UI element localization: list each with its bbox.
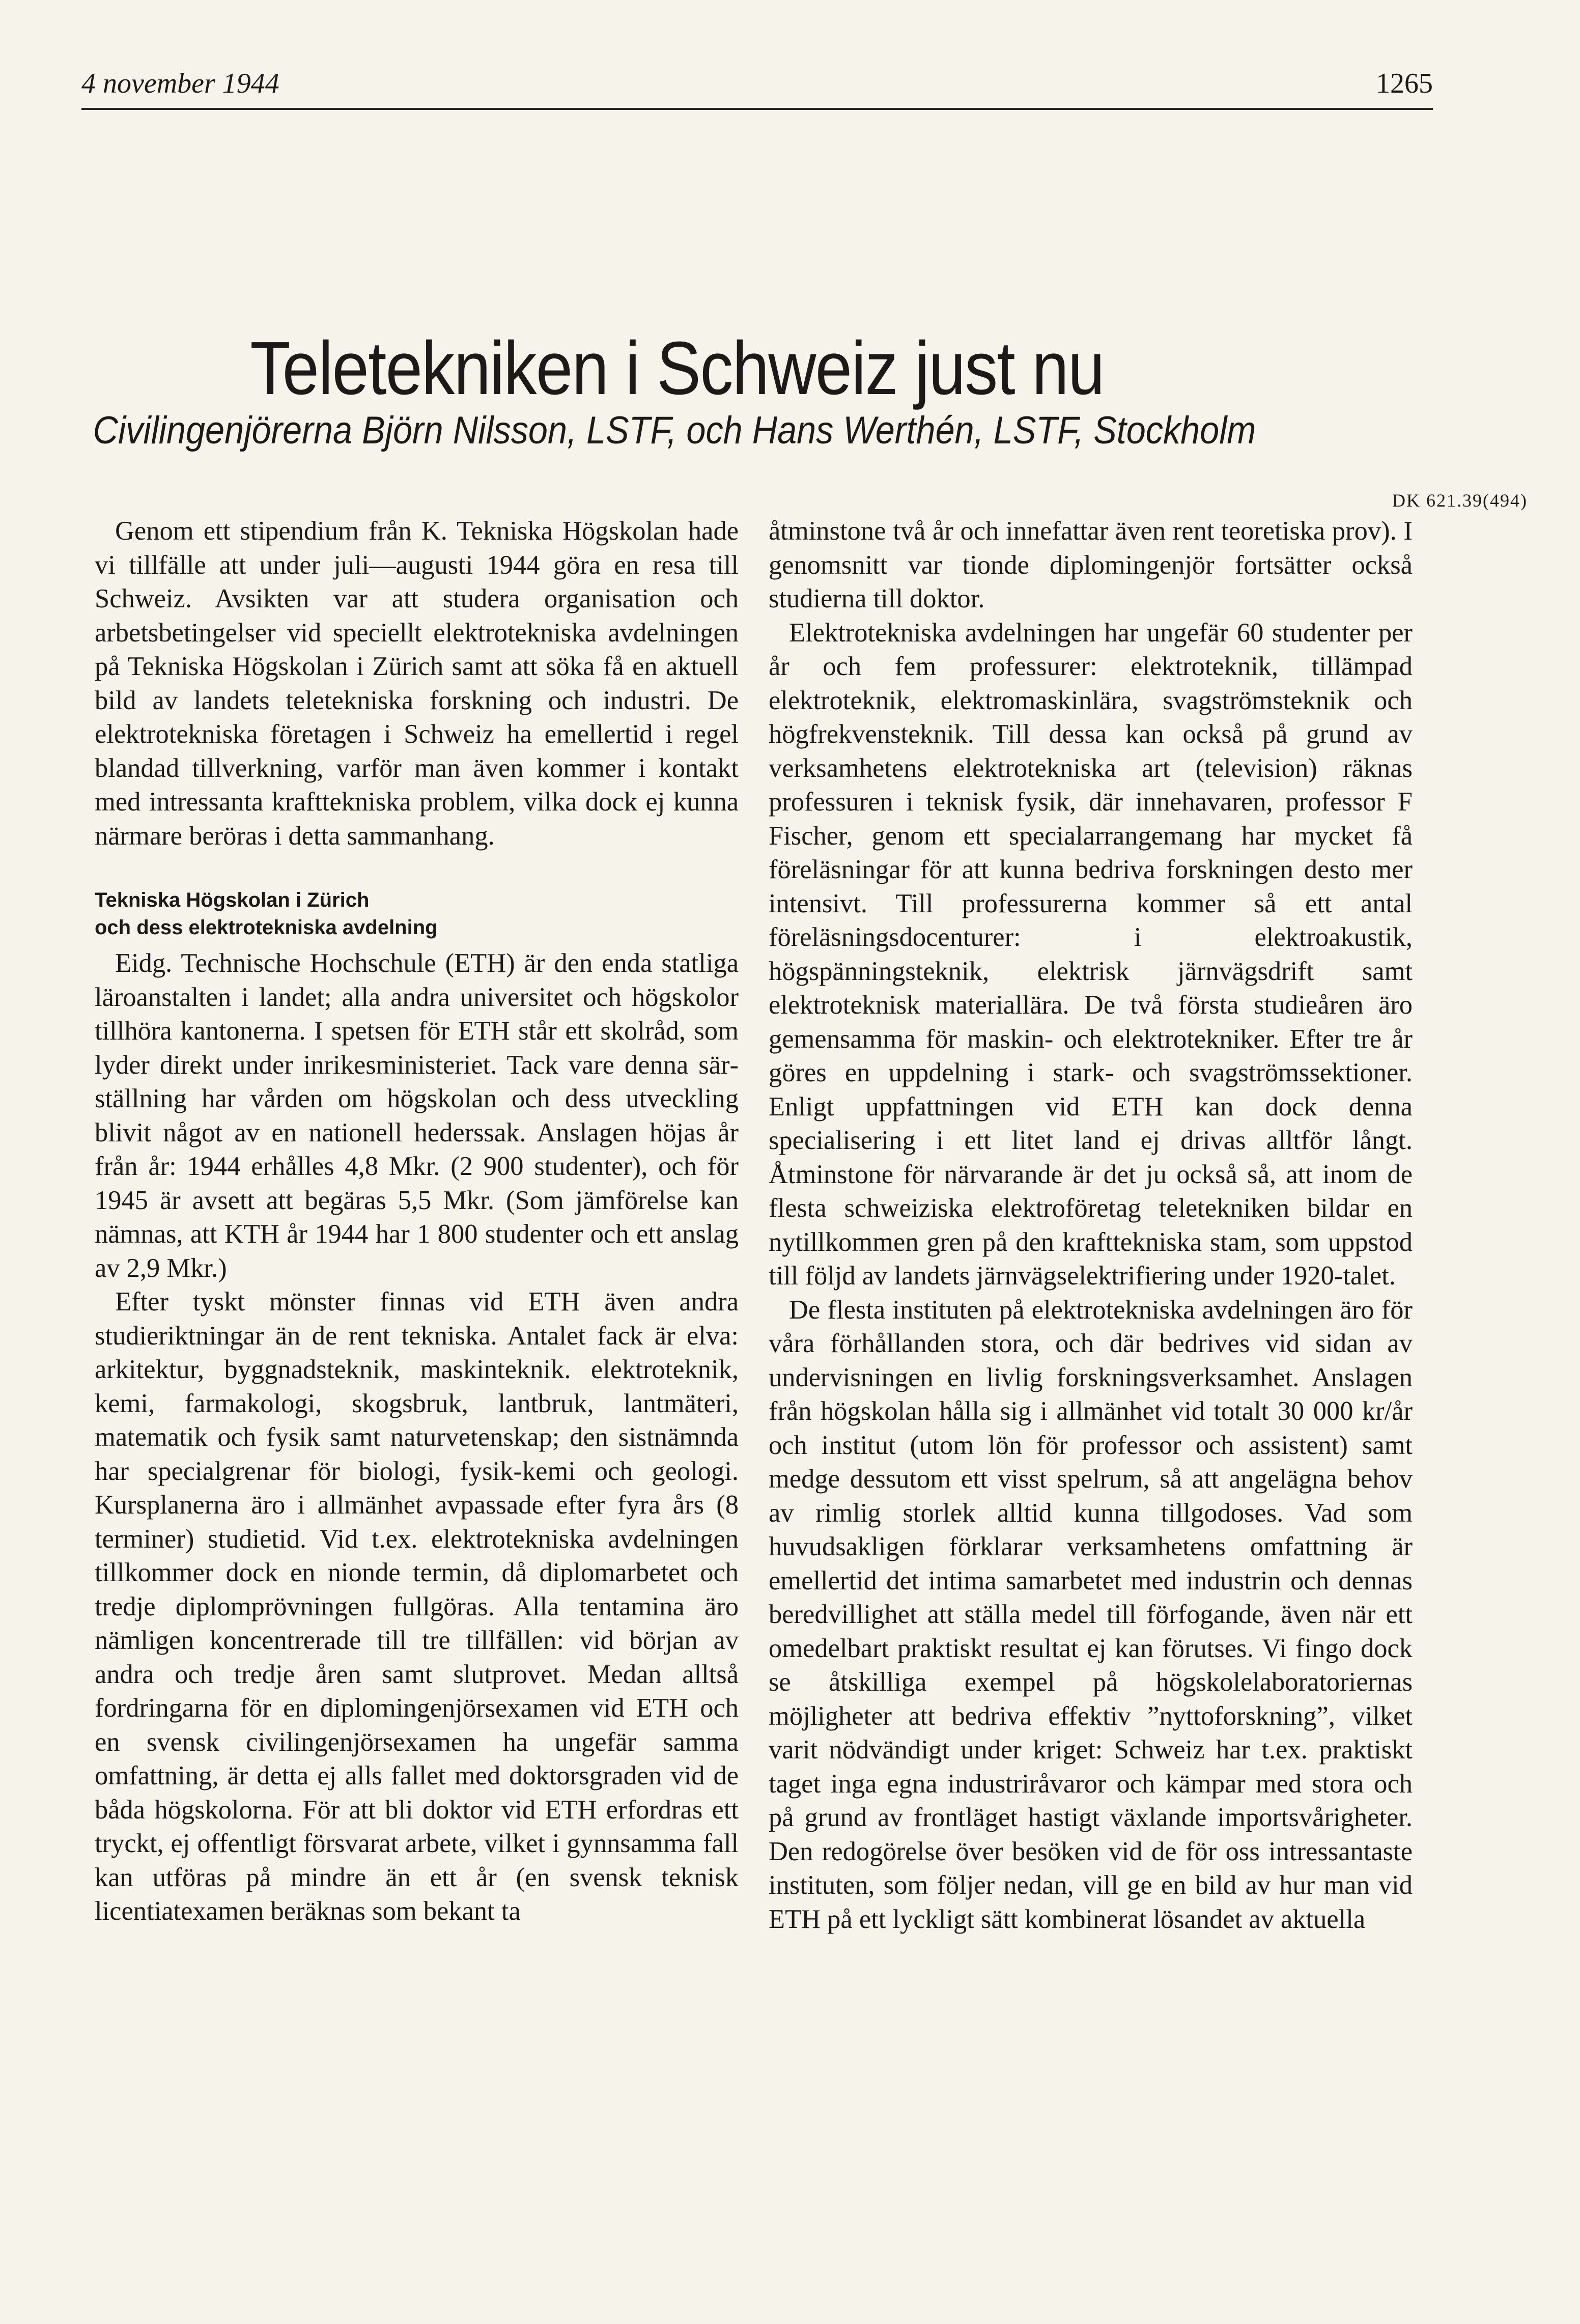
subheading-line-1: Tekniska Högskolan i Zürich bbox=[95, 889, 370, 911]
body-paragraph: Eidg. Technische Hochschule (ETH) är den enda statliga läroanstalten i landet; alla andra universitet och högskolor tillhöra kantonerna. I spetsen för ETH står ett skolråd, som lyder direkt under inrikesministeriet. Tack vare denna särställning har vården om högskolan och dess utveckling blivit något av en nationell hederssak. Anslagen höjas år från år: 1944 erhålles 4,8 Mkr. (2 900 studenter), och för 1945 är avsett att begäras 5,5 Mkr. (Som jämförelse kan nämnas, att KTH år 1944 har 1 800 studenter och ett anslag av 2,9 Mkr.) bbox=[95, 948, 739, 1283]
article-byline: Civilingenjörerna Björn Nilsson, LSTF, och Hans Werthén, LSTF, Stockholm bbox=[93, 409, 1256, 452]
section-subheading bbox=[95, 886, 739, 941]
body-paragraph: De flesta instituten på elektrotekniska avdelningen äro för våra förhållanden stora, och där bedrives vid sidan av undervisningen en livlig forskningsverksamhet. Anslagen från högskolan hålla sig i allmänhet vid totalt 30 000 kr/år och institut (utom lön för professor och assistent) samt medge dessutom ett visst spelrum, så att angelägna behov av rimlig storlek alltid kunna tillgodoses. Vad som huvudsakligen förklarar verksamhetens omfattning är emellertid det intima samarbetet med industrin och dennas beredvillighet att ställa medel till förfogande, även när ett omedelbart praktiskt resultat ej kan förutses. Vi fingo dock se åtskilliga exempel på högskolelaboratoriernas möjligheter att bedriva effektiv ”nyttoforskning”, vilket varit nödvändigt under kriget: Schweiz har t.ex. praktiskt taget inga egna industriråvaror och kämpar med stora och på grund av frontläget hastigt växlande importsvårigheter. Den redogörelse över besöken vid de för oss intressantaste instituten, som följer nedan, vill ge en bild av hur man vid ETH på ett lyckligt sätt kombinerat lösandet av aktuella bbox=[769, 1295, 1413, 1934]
article-title: Teletekniken i Schweiz just nu bbox=[250, 326, 1104, 411]
page-number: 1265 bbox=[1376, 68, 1433, 99]
intro-paragraph: Genom ett stipendium från K. Tekniska Högskolan hade vi tillfälle att under juli—augusti 1944 göra en resa till Schweiz. Avsikten var att studera organisation och arbetsbetingelser vid speciellt elektrotekniska avdelningen på Tekniska Högskolan i Zürich samt att söka få en aktuell bild av landets teletekniska forskning och industri. De elektrotekniska företagen i Schweiz ha emellertid i regel blandad tillverkning, varför man även kommer i kontakt med intressanta krafttekniska problem, vilka dock ej kunna närmare beröras i detta sammanhang. bbox=[95, 516, 739, 851]
dk-classification: DK 621.39(494) bbox=[1392, 490, 1528, 511]
body-paragraph: Elektrotekniska avdelningen har ungefär 60 studenter per år och fem professurer: elektroteknik, tillämpad elektroteknik, elektromaskinlära, svagströmsteknik och högfrekvensteknik. Till dessa kan också på grund av verksamhetens elektrotekniska art (television) räknas professuren i teknisk fysik, där innehavaren, professor F Fischer, genom ett specialarrangemang har mycket få föreläsningar för att kunna bedriva forskningen desto mer intensivt. Till professurerna kommer så ett antal föreläsningsdocenturer: i elektroakustik, högspänningsteknik, elektrisk järnvägsdrift samt elektroteknisk materiallära. De två första studieåren äro gemensamma för maskin- och elektrotekniker. Efter tre år göres en uppdelning i stark- och svagströmssektioner. Enligt uppfattningen vid ETH kan dock denna specialisering i ett litet land ej drivas alltför långt. Åtminstone för närvarande är det ju också så, att inom de flesta schweiziska elektroföretag teletekniken bildar en nytillkommen gren på den krafttekniska stam, som uppstod till följd av landets järnvägselektrifiering under 1920-talet. bbox=[769, 618, 1413, 1291]
subheading-line-2: och dess elektrotekniska avdelning bbox=[95, 916, 438, 939]
running-head bbox=[81, 67, 1433, 100]
right-column bbox=[769, 514, 1413, 1936]
continuation-paragraph: åtminstone två år och innefattar även rent teoretiska prov). I genomsnitt var tionde diplomingenjör fortsätter också studierna till doktor. bbox=[769, 516, 1413, 613]
left-column bbox=[95, 514, 739, 1928]
header-rule bbox=[81, 108, 1433, 110]
body-paragraph: Efter tyskt mönster finnas vid ETH även andra studieriktningar än de rent tekniska. Antalet fack är elva: arkitektur, byggnadsteknik, maskinteknik. elektroteknik, kemi, farmakologi, skogsbruk, lantbruk, lantmäteri, matematik och fysik samt naturvetenskap; den sistnämnda har specialgrenar för biologi, fysik-kemi och geologi. Kursplanerna äro i allmänhet avpassade efter fyra års (8 terminer) studietid. Vid t.ex. elektrotekniska avdelningen tillkommer dock en nionde termin, då diplomarbetet och tredje diplomprövningen fullgöras. Alla tentamina äro nämligen koncentrerade till tre tillfällen: vid början av andra och tredje åren samt slutprovet. Medan alltså fordringarna för en diplomingenjörsexamen vid ETH och en svensk civilingenjörsexamen ha ungefär samma omfattning, är detta ej alls fallet med doktorsgraden vid de båda högskolorna. För att bli doktor vid ETH erfordras ett tryckt, ej offentligt försvarat arbete, vilket i gynnsamma fall kan utföras på mindre än ett år (en svensk teknisk licentiatexamen beräknas som bekant ta bbox=[95, 1287, 739, 1926]
issue-date: 4 november 1944 bbox=[81, 68, 279, 99]
